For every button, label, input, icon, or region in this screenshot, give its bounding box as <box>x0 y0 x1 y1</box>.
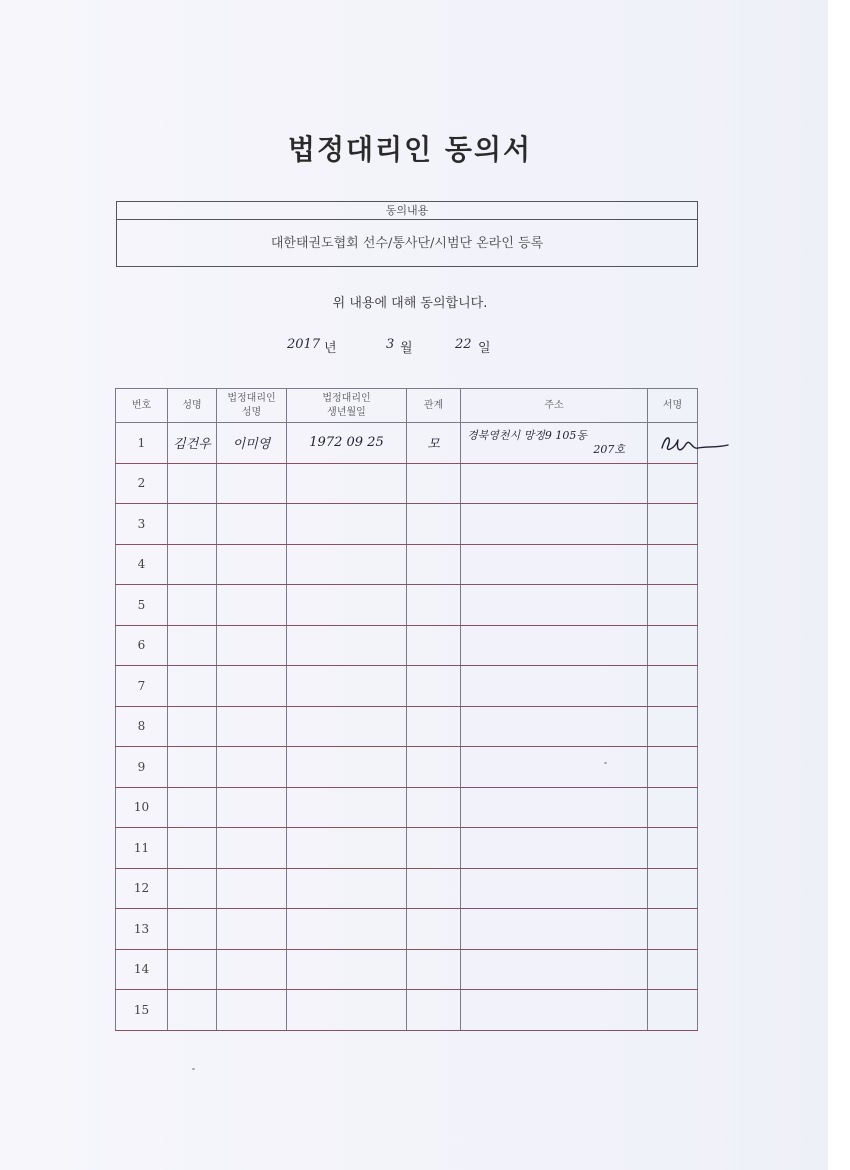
guardian-name-cell <box>217 909 287 950</box>
table-row <box>116 625 698 666</box>
agreement-statement: 위 내용에 대해 동의합니다. <box>332 296 488 311</box>
signature-cell <box>648 706 698 747</box>
consent-header: 동의내용 <box>117 202 697 220</box>
guardian-birth-cell <box>287 625 407 666</box>
row-number: 15 <box>116 990 168 1031</box>
consent-box <box>116 201 698 267</box>
table-row <box>116 423 698 464</box>
address-cell <box>461 463 648 504</box>
row-number: 14 <box>116 949 168 990</box>
student-name-cell <box>168 949 217 990</box>
student-name-cell <box>168 544 217 585</box>
table-row <box>116 868 698 909</box>
signature-cell <box>648 747 698 788</box>
student-name-cell <box>168 666 217 707</box>
signature-cell <box>648 585 698 626</box>
student-name-cell <box>168 828 217 869</box>
row-number: 4 <box>116 544 168 585</box>
header-signature: 서명 <box>648 389 698 423</box>
table-row <box>116 949 698 990</box>
row-number: 10 <box>116 787 168 828</box>
row-number: 9 <box>116 747 168 788</box>
row-number: 5 <box>116 585 168 626</box>
relation-cell <box>407 949 461 990</box>
header-name: 성명 <box>168 389 217 423</box>
student-name-cell <box>168 585 217 626</box>
guardian-birth-cell <box>287 787 407 828</box>
signature-cell <box>648 990 698 1031</box>
guardian-name-cell <box>217 625 287 666</box>
guardian-name-cell <box>217 706 287 747</box>
signature-cell <box>648 828 698 869</box>
address-cell <box>461 868 648 909</box>
guardian-birth-cell <box>287 544 407 585</box>
page-edge <box>828 0 850 1170</box>
header-relation: 관계 <box>407 389 461 423</box>
student-name-cell <box>168 868 217 909</box>
signature-cell <box>648 949 698 990</box>
guardian-birth-cell <box>287 949 407 990</box>
guardian-birth-cell <box>287 909 407 950</box>
row-number: 13 <box>116 909 168 950</box>
table-row <box>116 706 698 747</box>
guardian-birth-cell <box>287 747 407 788</box>
table-row <box>116 504 698 545</box>
table-row <box>116 585 698 626</box>
address-cell <box>461 747 648 788</box>
header-guardian-birth: 법정대리인 생년월일 <box>287 389 407 423</box>
date-year-handwritten: 2017 <box>287 337 321 352</box>
relation-cell <box>407 585 461 626</box>
address-cell <box>461 990 648 1031</box>
row-number: 11 <box>116 828 168 869</box>
row-number: 3 <box>116 504 168 545</box>
table-row <box>116 544 698 585</box>
guardian-name-handwritten: 이미영 <box>217 423 287 464</box>
guardian-name-cell <box>217 504 287 545</box>
row-number: 6 <box>116 625 168 666</box>
student-name-cell <box>168 787 217 828</box>
relation-cell <box>407 787 461 828</box>
address-cell <box>461 625 648 666</box>
address-cell <box>461 666 648 707</box>
date-day-handwritten: 22 <box>455 337 472 352</box>
relation-cell <box>407 666 461 707</box>
relation-cell <box>407 544 461 585</box>
signature-cell <box>648 666 698 707</box>
address-cell <box>461 544 648 585</box>
guardian-birth-cell <box>287 868 407 909</box>
date-month-label: 월 <box>400 341 413 356</box>
student-name-cell <box>168 990 217 1031</box>
row-number: 12 <box>116 868 168 909</box>
address-cell <box>461 828 648 869</box>
table-row <box>116 747 698 788</box>
signature-cell <box>648 423 698 464</box>
date-day-label: 일 <box>478 341 491 356</box>
address-cell <box>461 949 648 990</box>
signature-cell <box>648 544 698 585</box>
table-row <box>116 909 698 950</box>
header-guardian-name: 법정대리인 성명 <box>217 389 287 423</box>
relation-cell <box>407 504 461 545</box>
date-year-label: 년 <box>324 341 337 356</box>
relation-cell <box>407 828 461 869</box>
signature-cell <box>648 868 698 909</box>
guardian-name-cell <box>217 868 287 909</box>
address-cell <box>461 504 648 545</box>
header-no: 번호 <box>116 389 168 423</box>
table-row <box>116 666 698 707</box>
student-name-cell <box>168 625 217 666</box>
relation-cell <box>407 706 461 747</box>
student-name-cell <box>168 909 217 950</box>
guardian-name-cell <box>217 585 287 626</box>
guardian-birth-cell <box>287 585 407 626</box>
guardian-birth-cell <box>287 706 407 747</box>
signature-cell <box>648 909 698 950</box>
address-cell <box>461 706 648 747</box>
guardian-name-cell <box>217 463 287 504</box>
address-cell <box>461 787 648 828</box>
signature-cell <box>648 787 698 828</box>
address-cell <box>461 909 648 950</box>
guardian-table <box>115 388 698 1031</box>
paper-speck <box>192 1068 195 1070</box>
guardian-name-cell <box>217 828 287 869</box>
relation-cell <box>407 868 461 909</box>
guardian-birth-cell <box>287 990 407 1031</box>
student-name-cell <box>168 706 217 747</box>
relation-cell <box>407 625 461 666</box>
signature-cell <box>648 504 698 545</box>
student-name-cell <box>168 504 217 545</box>
student-name-handwritten: 김건우 <box>168 423 217 464</box>
table-row <box>116 828 698 869</box>
guardian-birth-cell <box>287 463 407 504</box>
address-line-2: 207호 <box>593 442 625 456</box>
guardian-birth-cell <box>287 666 407 707</box>
handwritten-signature <box>656 428 732 458</box>
guardian-name-cell <box>217 747 287 788</box>
table-row <box>116 787 698 828</box>
paper-speck <box>604 762 607 764</box>
guardian-birth-cell <box>287 504 407 545</box>
address-handwritten <box>461 423 648 464</box>
row-number: 2 <box>116 463 168 504</box>
guardian-name-cell <box>217 787 287 828</box>
consent-text: 대한태권도협회 선수/통사단/시범단 온라인 등록 <box>270 236 544 251</box>
relation-handwritten: 모 <box>407 423 461 464</box>
guardian-name-cell <box>217 990 287 1031</box>
signature-cell <box>648 463 698 504</box>
address-line-1: 경북영천시 망정9 105동 <box>467 428 587 442</box>
header-address: 주소 <box>461 389 648 423</box>
row-number: 1 <box>116 423 168 464</box>
student-name-cell <box>168 463 217 504</box>
table-header-row <box>116 389 698 423</box>
date-month-handwritten: 3 <box>386 337 395 352</box>
guardian-name-cell <box>217 949 287 990</box>
row-number: 7 <box>116 666 168 707</box>
relation-cell <box>407 463 461 504</box>
guardian-name-cell <box>217 544 287 585</box>
signature-cell <box>648 625 698 666</box>
guardian-table-wrapper <box>115 388 698 1031</box>
student-name-cell <box>168 747 217 788</box>
guardian-birth-handwritten: 1972 09 25 <box>287 423 407 464</box>
relation-cell <box>407 909 461 950</box>
table-row <box>116 463 698 504</box>
guardian-name-cell <box>217 666 287 707</box>
document-title: 법정대리인 동의서 <box>287 133 533 166</box>
address-cell <box>461 585 648 626</box>
relation-cell <box>407 990 461 1031</box>
relation-cell <box>407 747 461 788</box>
guardian-birth-cell <box>287 828 407 869</box>
table-row <box>116 990 698 1031</box>
row-number: 8 <box>116 706 168 747</box>
